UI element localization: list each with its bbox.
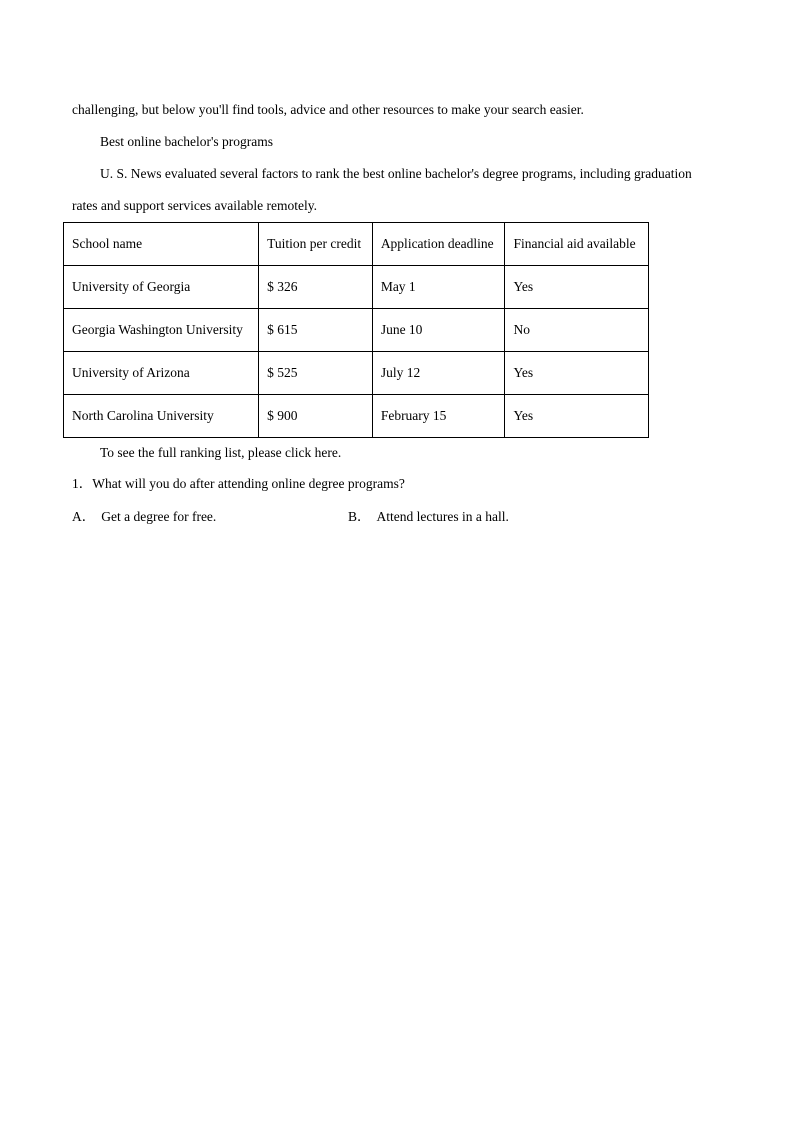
option-a-label: A． [72,509,96,524]
table-row [64,395,649,438]
cell-deadline: June 10 [372,309,505,352]
option-a-text: Get a degree for free. [101,509,217,524]
cell-aid: Yes [505,266,649,309]
option-b [348,509,509,525]
cell-school: University of Arizona [64,352,259,395]
header-tuition: Tuition per credit [259,223,373,266]
option-b-text: Attend lectures in a hall. [376,509,509,524]
ranking-link-text: To see the full ranking list, please click here. [100,445,342,460]
cell-aid: Yes [505,395,649,438]
section-heading: Best online bachelor's programs [100,134,274,149]
option-a [72,509,216,525]
question-text: What will you do after attending online degree programs? [92,476,405,491]
header-deadline: Application deadline [372,223,505,266]
question-number: 1． [72,476,93,491]
cell-aid: No [505,309,649,352]
cell-school: University of Georgia [64,266,259,309]
description-line-1: U. S. News evaluated several factors to rank the best online bachelor's degree programs, including graduation [100,166,692,181]
header-financial-aid: Financial aid available [505,223,649,266]
header-school-name: School name [64,223,259,266]
table-row [64,352,649,395]
table-row [64,266,649,309]
cell-tuition: $ 615 [259,309,373,352]
cell-tuition: $ 326 [259,266,373,309]
table-header-row [64,223,649,266]
description-line-2: rates and support services available remotely. [72,198,318,213]
cell-deadline: February 15 [372,395,505,438]
cell-deadline: May 1 [372,266,505,309]
cell-school: Georgia Washington University [64,309,259,352]
cell-school: North Carolina University [64,395,259,438]
option-b-label: B． [348,509,371,524]
intro-paragraph-end: challenging, but below you'll find tools, advice and other resources to make your search easier. [72,102,584,117]
cell-tuition: $ 525 [259,352,373,395]
cell-tuition: $ 900 [259,395,373,438]
question-1 [72,476,405,492]
cell-deadline: July 12 [372,352,505,395]
cell-aid: Yes [505,352,649,395]
table-row [64,309,649,352]
programs-table [63,222,649,438]
